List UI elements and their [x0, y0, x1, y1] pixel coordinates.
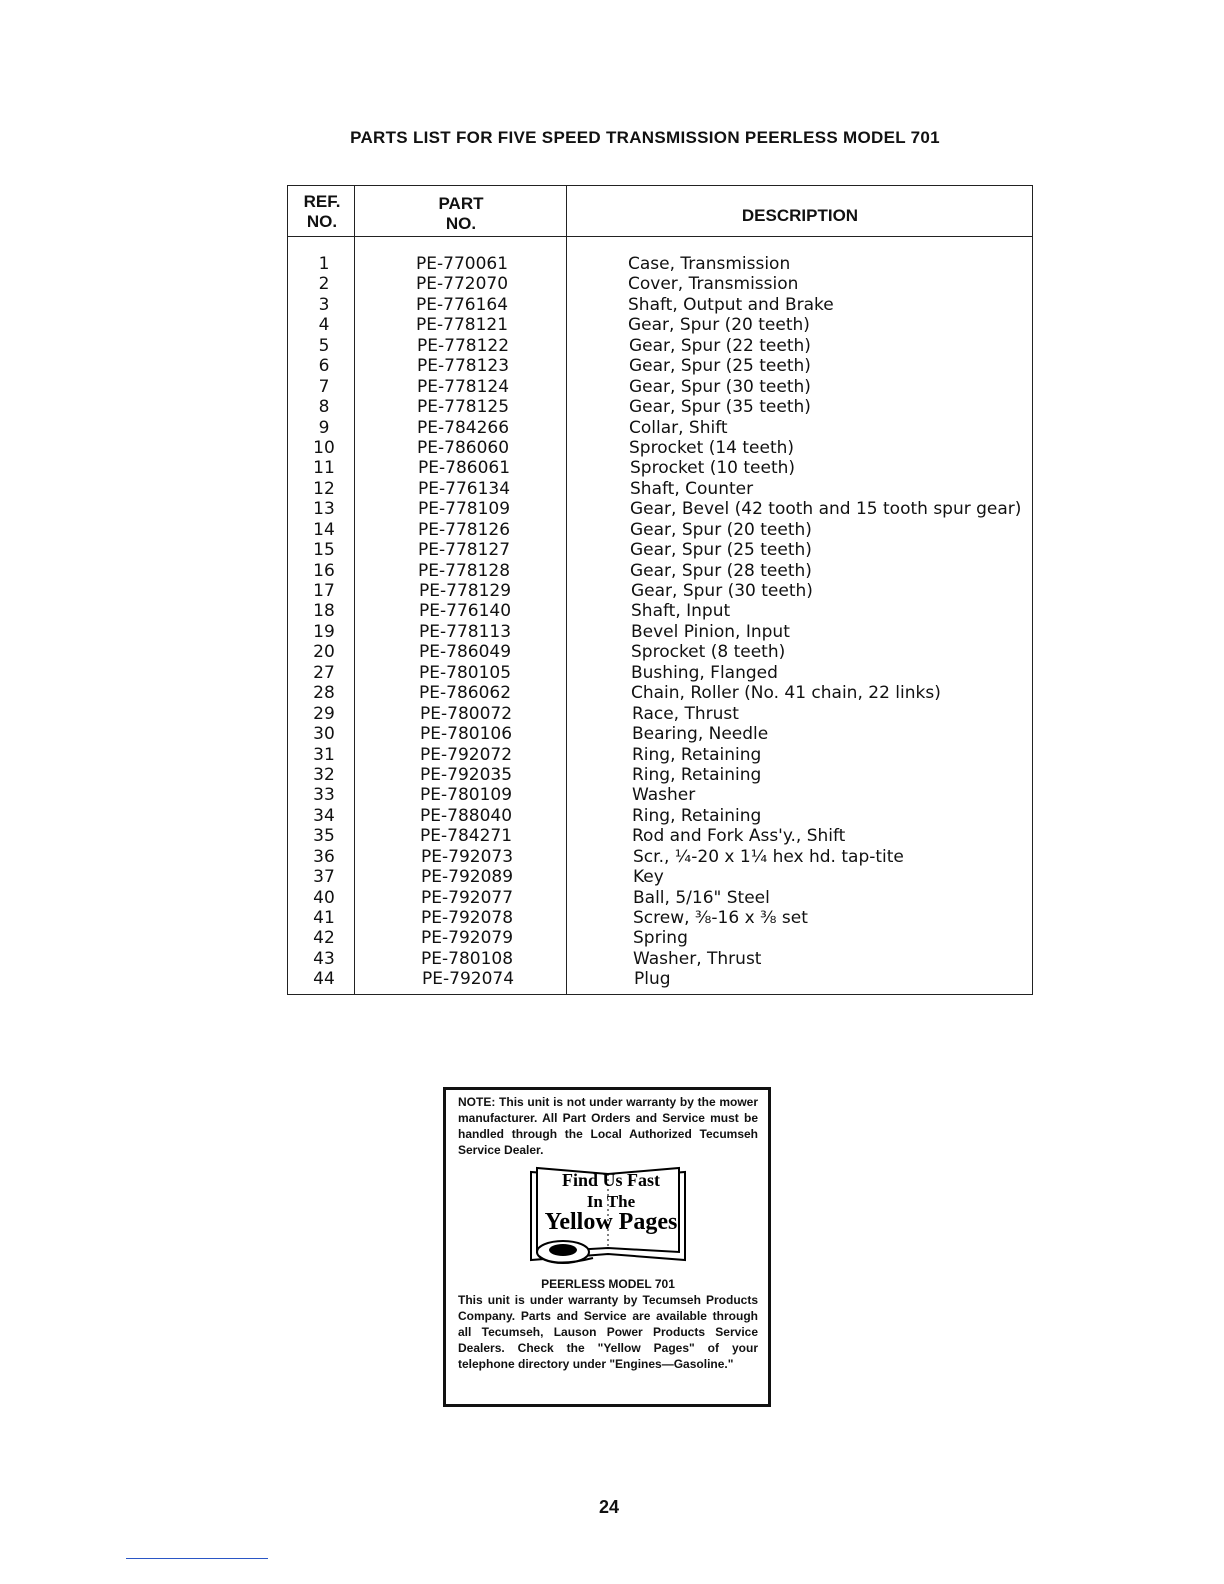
book-line2: In The: [586, 1192, 636, 1211]
ref-no-cell: 30: [313, 724, 335, 745]
table-row: [288, 683, 1032, 703]
description-cell: Gear, Bevel (42 tooth and 15 tooth spur gear): [630, 499, 1022, 520]
part-no-cell: PE-778124: [417, 376, 510, 397]
table-row: [288, 847, 1032, 867]
description-cell: Screw, ⅜-16 x ⅜ set: [633, 908, 808, 928]
ref-no-cell: 37: [313, 867, 335, 888]
description-cell: Washer: [632, 785, 696, 806]
ref-no-cell: 19: [313, 621, 335, 642]
ref-no-cell: 31: [313, 744, 335, 765]
description-cell: Gear, Spur (25 teeth): [630, 540, 812, 561]
parts-table: [287, 185, 1033, 995]
ref-no-cell: 40: [313, 887, 335, 908]
ref-no-cell: 4: [318, 315, 330, 336]
ref-no-cell: 6: [318, 356, 330, 377]
header-ref-no: [292, 192, 352, 232]
description-cell: Gear, Spur (35 teeth): [629, 397, 811, 418]
part-no-cell: PE-778121: [416, 315, 509, 336]
ref-no-cell: 10: [313, 437, 335, 458]
note-bottom-text: This unit is under warranty by Tecumseh Products Company. Parts and Service are available through all Tecumseh, Lauson Power Products Service Dealers. Check the "Yellow Pages" of your telephone directory under "Engines—Gasoline.": [458, 1293, 758, 1371]
description-cell: Key: [633, 867, 664, 888]
table-row: [288, 499, 1032, 519]
table-row: [288, 806, 1032, 826]
ref-no-cell: 28: [313, 683, 335, 704]
ref-no-cell: 3: [318, 294, 330, 315]
description-cell: Cover, Transmission: [628, 274, 799, 295]
description-cell: Gear, Spur (25 teeth): [629, 356, 811, 377]
table-row: [288, 438, 1032, 458]
description-cell: Ring, Retaining: [632, 805, 762, 826]
ref-no-cell: 36: [313, 846, 335, 867]
description-cell: Race, Thrust: [632, 703, 739, 724]
ref-no-cell: 44: [313, 969, 335, 990]
description-cell: Scr., ¼-20 x 1¼ hex hd. tap-tite: [633, 846, 904, 867]
ref-no-cell: 32: [313, 764, 335, 785]
table-row: [288, 561, 1032, 581]
ref-no-cell: 29: [313, 703, 335, 724]
part-no-cell: PE-778122: [417, 335, 510, 356]
part-no-cell: PE-780109: [420, 785, 513, 806]
ref-no-cell: 12: [313, 478, 335, 499]
description-cell: Bearing, Needle: [632, 724, 769, 745]
table-row: [288, 745, 1032, 765]
part-no-cell: PE-780106: [420, 724, 513, 745]
part-no-cell: PE-772070: [416, 274, 509, 295]
description-cell: Shaft, Input: [631, 601, 731, 622]
description-cell: Bushing, Flanged: [631, 662, 778, 683]
header-description: DESCRIPTION: [741, 206, 859, 225]
table-row: [288, 949, 1032, 969]
part-no-cell: PE-778125: [417, 397, 510, 418]
part-no-cell: PE-778129: [419, 581, 512, 601]
description-cell: Ring, Retaining: [632, 744, 762, 765]
ref-no-cell: 15: [313, 540, 335, 561]
table-header: [288, 186, 1032, 237]
table-row: [288, 336, 1032, 356]
part-no-cell: PE-776134: [418, 478, 511, 499]
part-no-cell: PE-780108: [421, 948, 514, 969]
ref-no-cell: 35: [313, 826, 335, 847]
table-row: [288, 458, 1032, 478]
page-title: PARTS LIST FOR FIVE SPEED TRANSMISSION PEERLESS MODEL 701: [350, 128, 940, 147]
ref-no-cell: 43: [313, 948, 335, 969]
part-no-cell: PE-780072: [420, 703, 513, 724]
part-no-cell: PE-792035: [420, 764, 513, 785]
part-no-cell: PE-780105: [419, 662, 512, 683]
table-row: [288, 826, 1032, 846]
ref-no-cell: 14: [313, 519, 335, 540]
warranty-note-box: [443, 1087, 771, 1407]
description-cell: Ring, Retaining: [632, 764, 762, 785]
part-no-cell: PE-792072: [420, 744, 513, 765]
table-row: [288, 704, 1032, 724]
header-part-line2: NO.: [445, 214, 477, 233]
part-no-cell: PE-786060: [417, 437, 510, 458]
part-no-cell: PE-770061: [416, 254, 509, 274]
part-no-cell: PE-792074: [422, 969, 515, 990]
ref-no-cell: 27: [313, 662, 335, 683]
table-row: [288, 397, 1032, 417]
ref-no-cell: 2: [318, 274, 330, 295]
description-cell: Gear, Spur (30 teeth): [629, 376, 811, 397]
note-model: PEERLESS MODEL 701: [541, 1277, 675, 1291]
table-row: [288, 663, 1032, 683]
part-no-cell: PE-792079: [421, 928, 514, 949]
part-no-cell: PE-792073: [421, 846, 514, 867]
part-no-cell: PE-784266: [417, 417, 510, 438]
ref-no-cell: 18: [313, 601, 335, 622]
table-row: [288, 479, 1032, 499]
part-no-cell: PE-776164: [416, 294, 509, 315]
table-row: [288, 601, 1032, 621]
description-cell: Sprocket (14 teeth): [629, 437, 795, 458]
ref-no-cell: 17: [313, 581, 335, 601]
table-row: [288, 785, 1032, 805]
part-no-cell: PE-786049: [419, 642, 512, 663]
table-row: [288, 315, 1032, 335]
ref-no-cell: 34: [313, 805, 335, 826]
ref-no-cell: 5: [318, 335, 330, 356]
table-row: [288, 520, 1032, 540]
part-no-cell: PE-778127: [418, 540, 511, 561]
table-row: [288, 867, 1032, 887]
description-cell: Ball, 5/16" Steel: [633, 887, 770, 908]
table-row: [288, 928, 1032, 948]
part-no-cell: PE-778109: [418, 499, 511, 520]
table-row: [288, 356, 1032, 376]
table-row: [288, 622, 1032, 642]
description-cell: Sprocket (8 teeth): [631, 642, 786, 663]
description-cell: Gear, Spur (30 teeth): [631, 581, 813, 601]
part-no-cell: PE-786062: [419, 683, 512, 704]
part-no-cell: PE-778126: [418, 519, 511, 540]
header-part-line1: PART: [438, 194, 484, 213]
yellow-pages-book-logo: [523, 1164, 693, 1274]
ref-no-cell: 13: [313, 499, 335, 520]
part-no-cell: PE-778128: [418, 560, 511, 581]
description-cell: Case, Transmission: [628, 254, 791, 274]
table-row: [288, 765, 1032, 785]
ref-no-cell: 11: [313, 458, 335, 479]
table-row: [288, 969, 1032, 989]
table-row: [288, 908, 1032, 928]
table-row: [288, 418, 1032, 438]
book-line3: Yellow Pages: [544, 1209, 678, 1235]
book-line1: Find Us Fast: [561, 1170, 660, 1190]
table-row: [288, 274, 1032, 294]
table-row: [288, 295, 1032, 315]
ref-no-cell: 8: [318, 397, 330, 418]
footer-rule: [126, 1558, 268, 1559]
table-row: [288, 642, 1032, 662]
part-no-cell: PE-778113: [419, 621, 512, 642]
ref-no-cell: 33: [313, 785, 335, 806]
part-no-cell: PE-792089: [421, 867, 514, 888]
table-row: [288, 581, 1032, 601]
table-body: [288, 254, 1032, 990]
part-no-cell: PE-778123: [417, 356, 510, 377]
part-no-cell: PE-788040: [420, 805, 513, 826]
part-no-cell: PE-792078: [421, 908, 514, 928]
ref-no-cell: 1: [318, 254, 330, 274]
description-cell: Gear, Spur (22 teeth): [629, 335, 811, 356]
description-cell: Plug: [634, 969, 671, 990]
ref-no-cell: 42: [313, 928, 335, 949]
description-cell: Gear, Spur (28 teeth): [630, 560, 812, 581]
table-row: [288, 377, 1032, 397]
description-cell: Shaft, Output and Brake: [628, 294, 834, 315]
part-no-cell: PE-776140: [419, 601, 512, 622]
ref-no-cell: 41: [313, 908, 335, 928]
description-cell: Sprocket (10 teeth): [630, 458, 796, 479]
ref-no-cell: 16: [313, 560, 335, 581]
description-cell: Gear, Spur (20 teeth): [628, 315, 810, 336]
description-cell: Shaft, Counter: [630, 478, 754, 499]
ref-no-cell: 20: [313, 642, 335, 663]
ref-no-cell: 9: [318, 417, 330, 438]
header-ref-line2: NO.: [306, 212, 338, 231]
table-row: [288, 254, 1032, 274]
description-cell: Rod and Fork Ass'y., Shift: [632, 826, 846, 847]
table-row: [288, 724, 1032, 744]
ref-no-cell: 7: [318, 376, 330, 397]
header-ref-line1: REF.: [303, 192, 341, 211]
page-number: 24: [598, 1497, 620, 1517]
description-cell: Washer, Thrust: [633, 948, 762, 969]
part-no-cell: PE-784271: [420, 826, 513, 847]
description-cell: Spring: [633, 928, 688, 949]
description-cell: Collar, Shift: [629, 417, 728, 438]
description-cell: Bevel Pinion, Input: [631, 621, 790, 642]
description-cell: Chain, Roller (No. 41 chain, 22 links): [631, 683, 941, 704]
note-top-text: NOTE: This unit is not under warranty by the mower manufacturer. All Part Orders and Service must be handled through the Local Authorized Tecumseh Service Dealer.: [458, 1095, 758, 1157]
table-row: [288, 888, 1032, 908]
header-part-no: [356, 194, 566, 234]
table-row: [288, 540, 1032, 560]
part-no-cell: PE-786061: [418, 458, 511, 479]
description-cell: Gear, Spur (20 teeth): [630, 519, 812, 540]
part-no-cell: PE-792077: [421, 887, 514, 908]
